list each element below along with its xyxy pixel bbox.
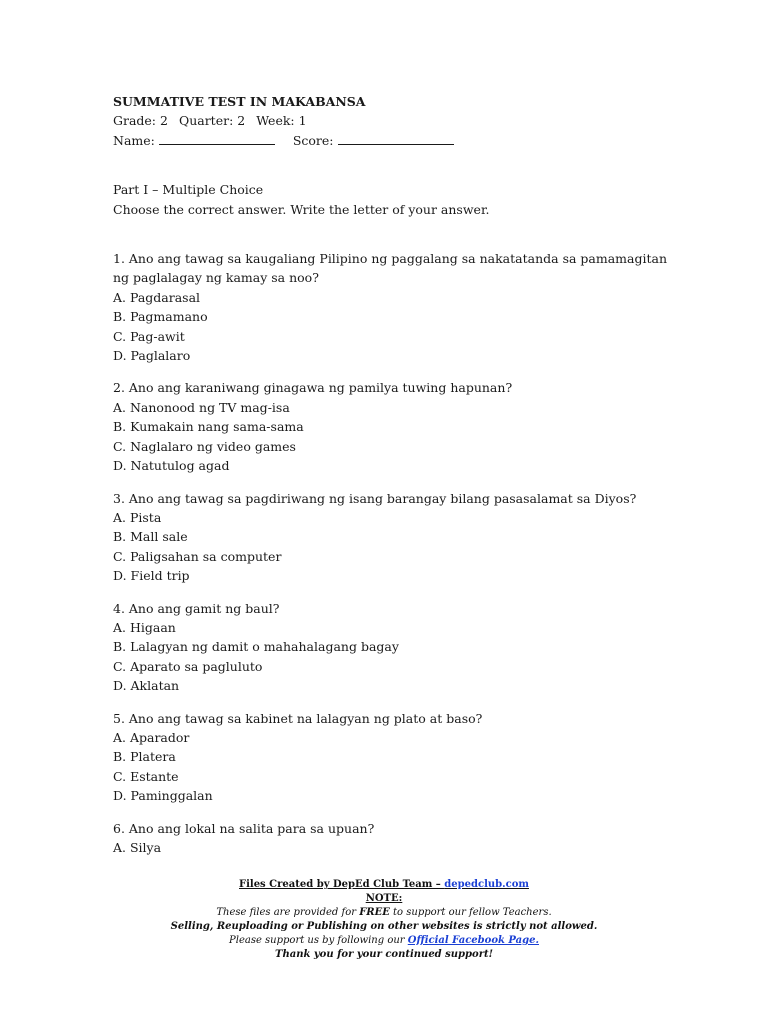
answer-choice: D. Aklatan xyxy=(113,678,180,694)
question-text: 2. Ano ang karaniwang ginagawa ng pamilya tuwing hapunan? xyxy=(113,380,513,396)
answer-choice: C. Paligsahan sa computer xyxy=(113,548,282,564)
week-label: Week: 1 xyxy=(256,113,307,129)
footer-support xyxy=(0,934,768,948)
part-title: Part I – Multiple Choice xyxy=(113,182,264,198)
question-2 xyxy=(113,378,673,475)
footer-site-link[interactable]: depedclub.com xyxy=(444,879,529,890)
answer-choice: A. Silya xyxy=(113,840,162,855)
question-4 xyxy=(113,599,673,696)
footer-provided-post: to support our fellow Teachers. xyxy=(389,907,552,918)
name-blank[interactable] xyxy=(159,133,275,145)
answer-choice: C. Estante xyxy=(113,768,179,784)
answer-choice: A. Aparador xyxy=(113,729,190,745)
footer-support-pre: Please support us by following our xyxy=(229,935,408,946)
quarter-label: Quarter: 2 xyxy=(178,113,246,129)
answer-choice: C. Aparato sa pagluluto xyxy=(113,658,263,674)
test-title: SUMMATIVE TEST IN MAKABANSA xyxy=(113,94,366,109)
question-6 xyxy=(113,819,673,858)
question-list xyxy=(113,249,673,857)
answer-choice: B. Mall sale xyxy=(113,529,188,545)
part-instructions: Choose the correct answer. Write the letter of your answer. xyxy=(113,201,490,217)
answer-choice: D. Natutulog agad xyxy=(113,458,230,474)
question-text: 6. Ano ang lokal na salita para sa upuan? xyxy=(113,820,375,836)
question-text: 4. Ano ang gamit ng baul? xyxy=(113,600,280,616)
answer-choice: D. Field trip xyxy=(113,568,190,584)
grade-quarter-week xyxy=(113,111,673,130)
footer-notice xyxy=(0,878,768,962)
name-label: Name: xyxy=(113,132,155,148)
grade-label: Grade: 2 xyxy=(113,113,168,129)
question-text: 5. Ano ang tawag sa kabinet na lalagyan ng plato at baso? xyxy=(113,710,483,726)
footer-created-by: Files Created by DepEd Club Team – xyxy=(239,879,445,890)
question-1 xyxy=(113,249,673,365)
score-blank[interactable] xyxy=(338,133,454,145)
question-text: 1. Ano ang tawag sa kaugaliang Pilipino ng paggalang sa nakatatanda sa pamamagitan ng paglalagay ng kamay sa noo? xyxy=(113,251,667,286)
answer-choice: B. Lalagyan ng damit o mahahalagang bagay xyxy=(113,639,399,655)
answer-choice: A. Nanonood ng TV mag-isa xyxy=(113,399,290,415)
footer-note: NOTE: xyxy=(365,893,403,904)
answer-choice: A. Higaan xyxy=(113,619,176,635)
answer-choice: B. Pagmamano xyxy=(113,309,208,325)
question-text: 3. Ano ang tawag sa pagdiriwang ng isang barangay bilang pasasalamat sa Diyos? xyxy=(113,490,637,506)
score-label: Score: xyxy=(292,132,334,148)
footer-credit xyxy=(0,878,768,892)
question-3 xyxy=(113,489,673,586)
answer-choice: B. Kumakain nang sama-sama xyxy=(113,419,304,435)
answer-choice: D. Paminggalan xyxy=(113,788,213,804)
answer-choice: C. Naglalaro ng video games xyxy=(113,438,296,454)
name-score-row xyxy=(113,131,673,150)
footer-provided xyxy=(0,906,768,920)
footer-thanks: Thank you for your continued support! xyxy=(275,949,493,960)
footer-free: FREE xyxy=(359,907,390,918)
answer-choice: D. Paglalaro xyxy=(113,348,191,364)
answer-choice: A. Pagdarasal xyxy=(113,289,201,305)
footer-warning: Selling, Reuploading or Publishing on other websites is strictly not allowed. xyxy=(170,921,598,932)
footer-provided-pre: These files are provided for xyxy=(216,907,360,918)
facebook-page-link[interactable]: Official Facebook Page. xyxy=(407,935,539,946)
question-5 xyxy=(113,709,673,806)
answer-choice: B. Platera xyxy=(113,749,176,765)
answer-choice: C. Pag-awit xyxy=(113,328,185,344)
answer-choice: A. Pista xyxy=(113,509,162,525)
test-page xyxy=(113,92,673,870)
